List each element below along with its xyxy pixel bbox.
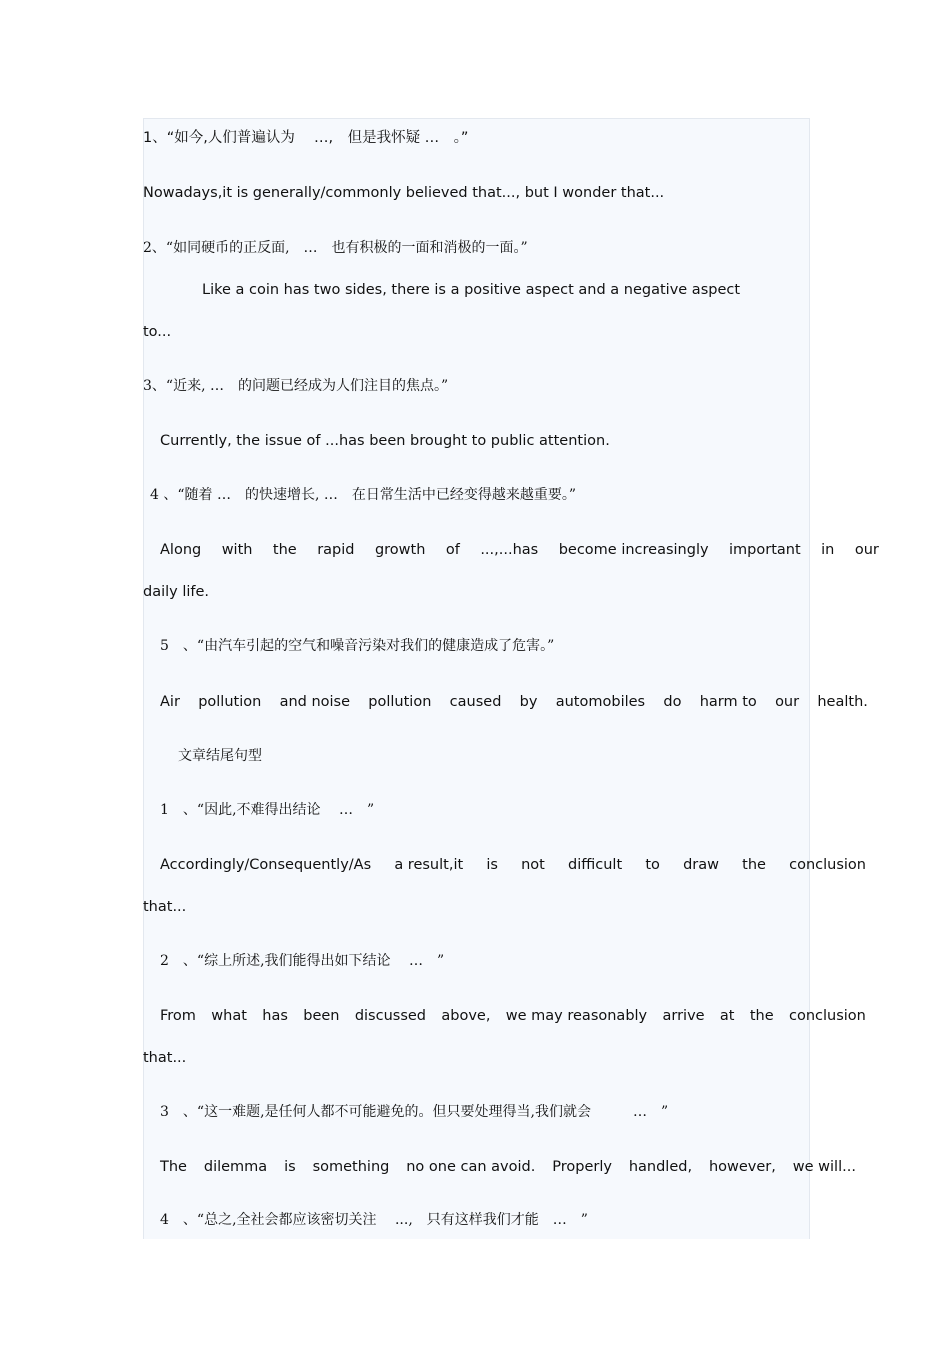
word: we will... [792,1159,856,1175]
word: difficult [568,857,623,873]
closing-heading: 文章结尾句型 [178,748,262,764]
closing-1-cn: 1 、“因此,不难得出结论 … ” [160,802,375,818]
closing-2-en-cont: that... [143,1050,187,1066]
word: no one can avoid. [406,1159,536,1175]
word: however, [708,1159,776,1175]
word: automobiles [555,694,646,710]
word: The [160,1159,187,1175]
word: pollution [198,694,262,710]
word: rapid [317,542,355,558]
closing-1-en-cont: that... [143,899,187,915]
word: at [719,1008,735,1024]
word: do [663,694,682,710]
word: dilemma [203,1159,268,1175]
word: in [821,542,835,558]
phrase-3-cn: 3、“近来, … 的问题已经成为人们注目的焦点。” [143,378,449,394]
word: Accordingly/Consequently/As [160,857,372,873]
phrase-5-en [160,692,868,712]
word: discussed [354,1008,427,1024]
word: the [749,1008,774,1024]
phrase-1-cn: 1、“如今,人们普遍认为 …, 但是我怀疑 … 。” [143,130,469,146]
word: health. [817,694,868,710]
word: pollution [368,694,432,710]
word: the [742,857,766,873]
word: to [645,857,660,873]
word: a result,it [394,857,464,873]
word: by [519,694,538,710]
word: and noise [279,694,351,710]
word: draw [683,857,719,873]
word: From [160,1008,196,1024]
phrase-2-cn: 2、“如同硬币的正反面, … 也有积极的一面和消极的一面。” [143,240,528,256]
word: the [272,542,297,558]
word: arrive [662,1008,705,1024]
word: with [221,542,253,558]
phrase-2-en: Like a coin has two sides, there is a positive aspect and a negative aspect [202,282,741,298]
word: our [775,694,800,710]
word: has [262,1008,288,1024]
word: is [284,1159,296,1175]
word: ...,...has [480,542,539,558]
word: what [211,1008,247,1024]
word: harm to [699,694,757,710]
word: Properly [552,1159,612,1175]
word: of [445,542,460,558]
closing-3-en [160,1157,856,1177]
word: is [486,857,498,873]
word: growth [374,542,426,558]
word: important [729,542,801,558]
phrase-2-en-cont: to... [143,324,172,340]
closing-2-cn: 2 、“综上所述,我们能得出如下结论 … ” [160,953,445,969]
word: our [854,542,879,558]
phrase-3-en: Currently, the issue of ...has been brought to public attention. [160,433,610,449]
phrase-1-en: Nowadays,it is generally/commonly believed that..., but I wonder that... [143,185,665,201]
word: been [303,1008,340,1024]
closing-4-cn: 4 、“总之,全社会都应该密切关注 ..., 只有这样我们才能 … ” [160,1212,588,1228]
closing-2-en [160,1006,866,1026]
phrase-4-en [160,540,879,560]
word: above, [441,1008,491,1024]
word: Air [160,694,180,710]
word: we may reasonably [505,1008,648,1024]
word: conclusion [788,1008,866,1024]
closing-1-en [160,855,866,875]
word: something [312,1159,390,1175]
word: conclusion [789,857,866,873]
word: handled, [628,1159,693,1175]
phrase-5-cn: 5 、“由汽车引起的空气和噪音污染对我们的健康造成了危害。” [160,638,555,654]
phrase-4-cn: 4 、“随着 … 的快速增长, … 在日常生活中已经变得越来越重要。” [150,487,577,503]
word: Along [160,542,202,558]
closing-3-cn: 3 、“这一难题,是任何人都不可能避免的。但只要处理得当,我们就会 … ” [160,1104,669,1120]
word: not [521,857,545,873]
word: become increasingly [558,542,709,558]
phrase-4-en-cont: daily life. [143,584,210,600]
word: caused [449,694,502,710]
